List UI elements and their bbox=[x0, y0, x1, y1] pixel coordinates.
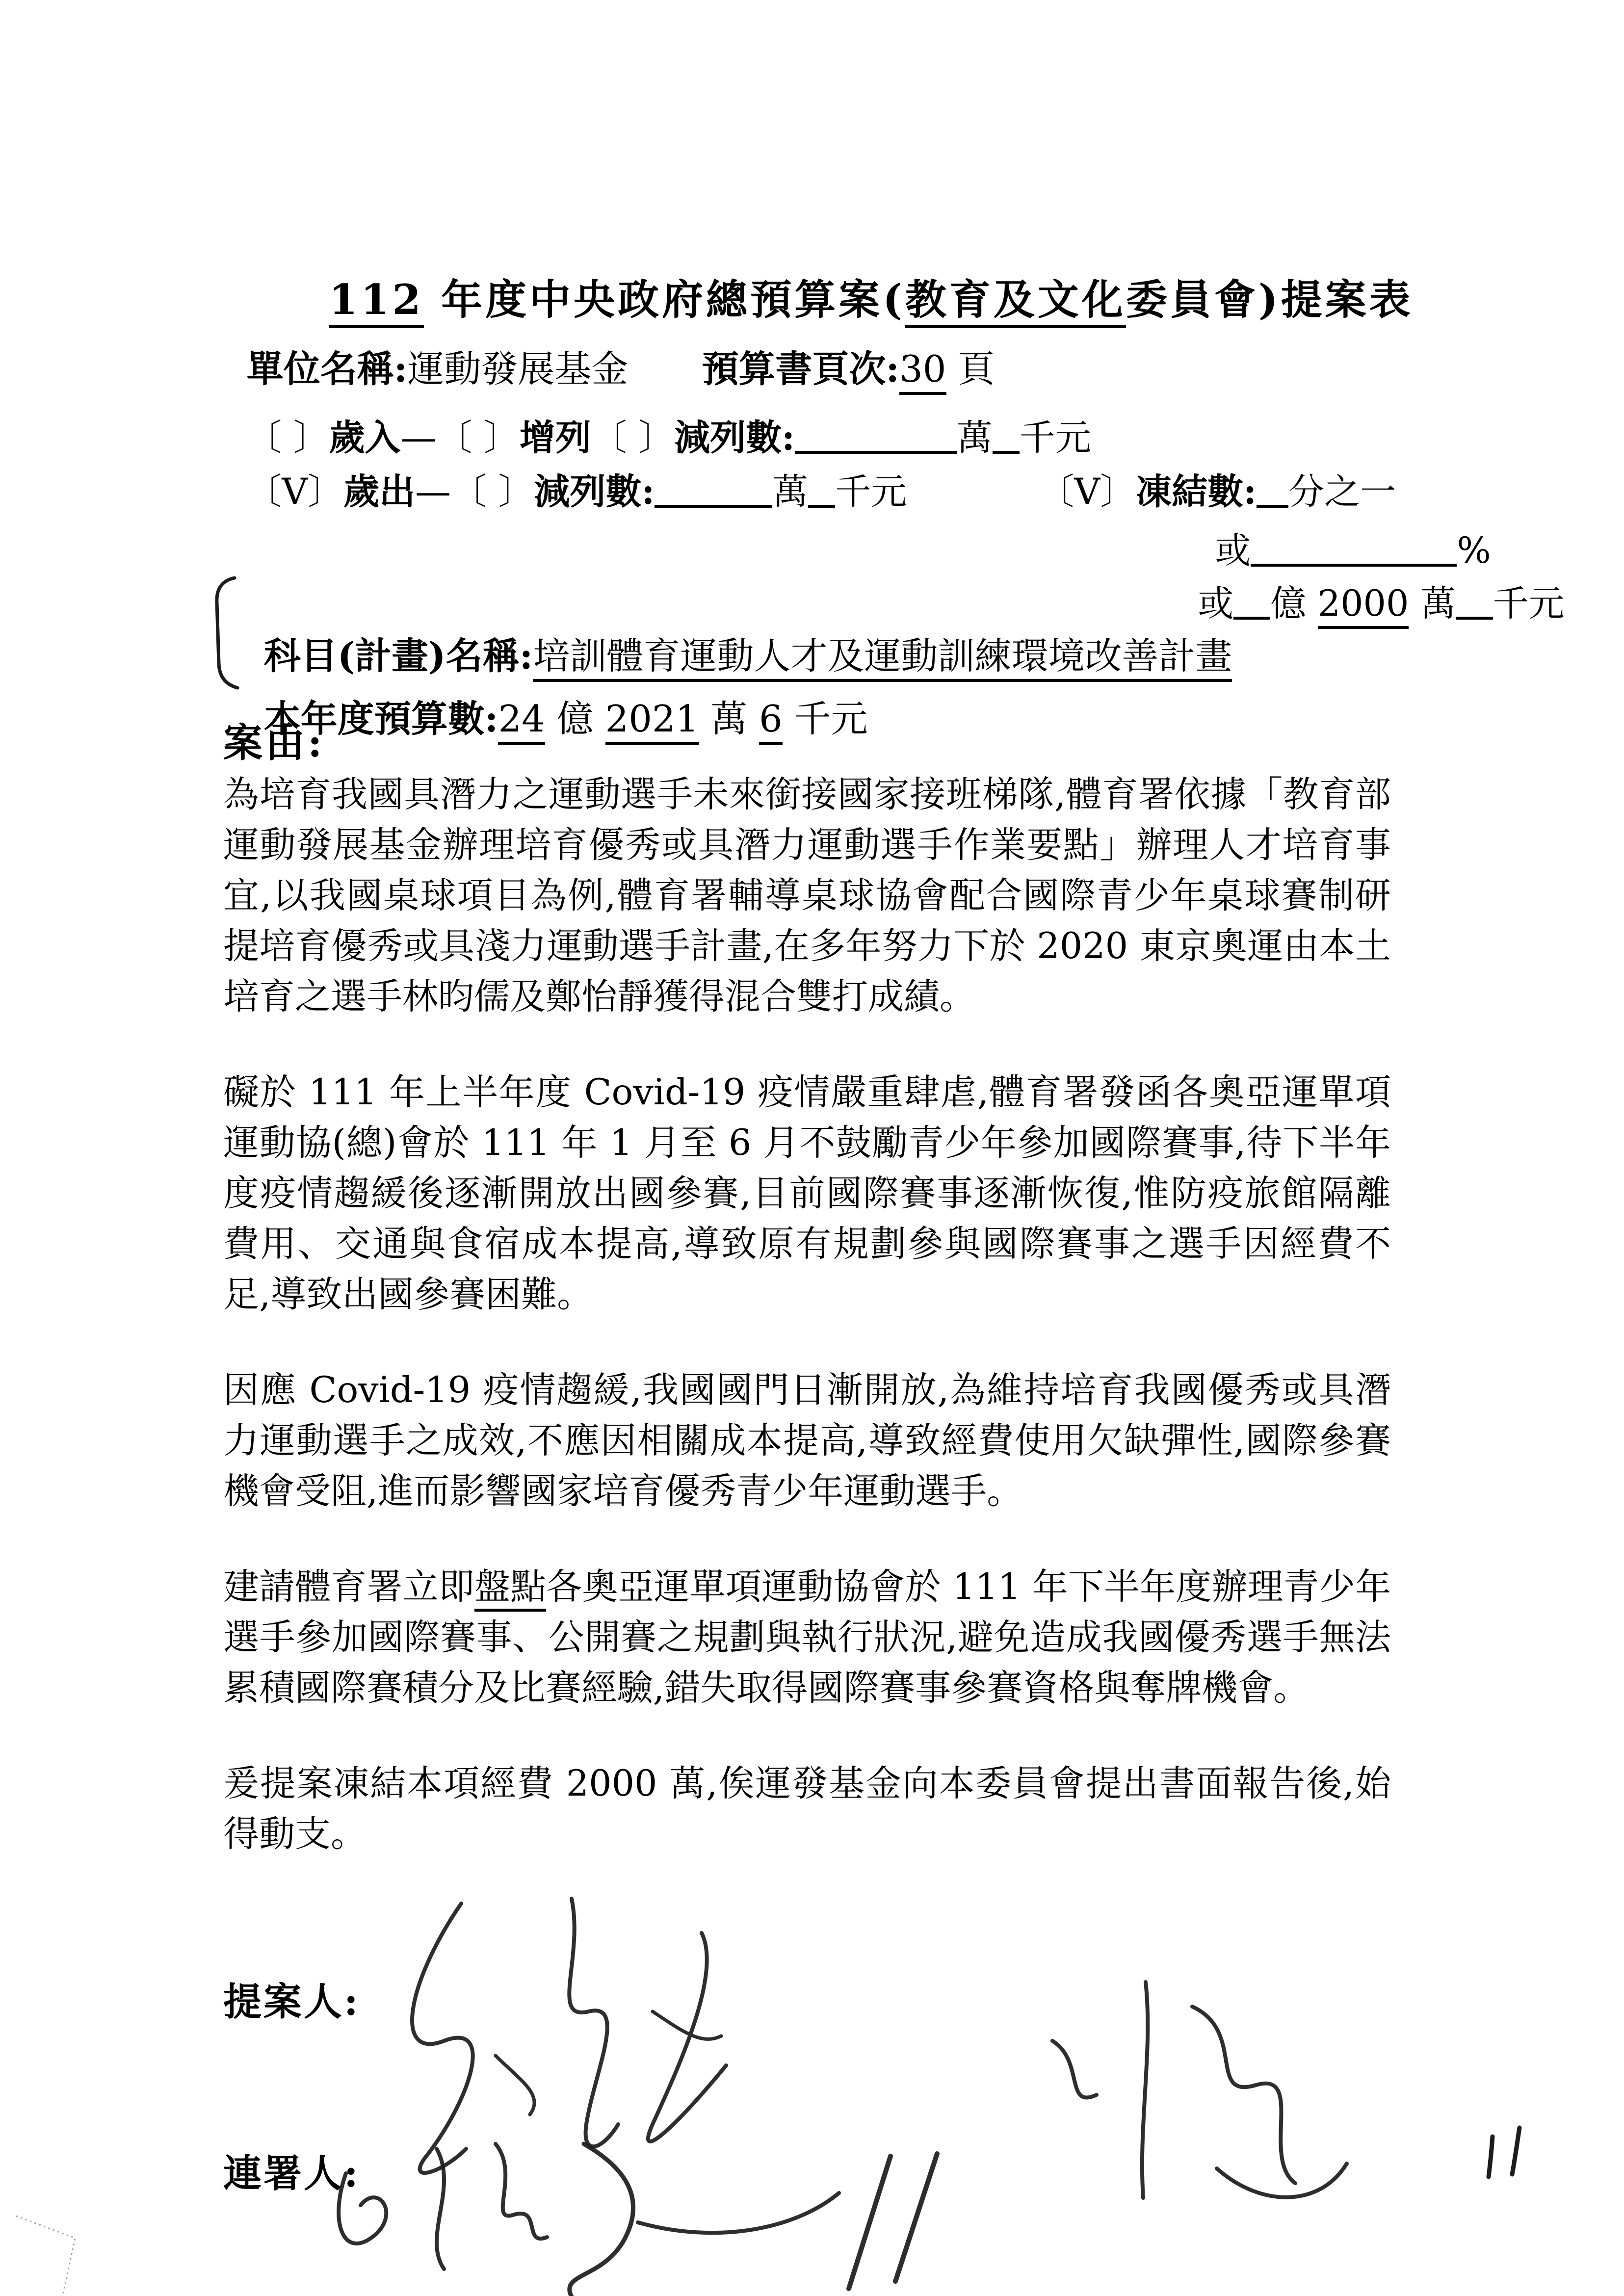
case-paragraph: 建請體育署立即盤點各奧亞運單項運動協會於 111 年下半年度辦理青少年選手參加國際賽事、公開賽之規劃與執行狀況,避免造成我國優秀選手無法累積國際賽積分及比賽經驗,錯失取得國際賽事參賽資格與奪牌機會。 bbox=[223, 1566, 1391, 1709]
fold-mark bbox=[16, 2216, 75, 2295]
amount-blank bbox=[808, 502, 835, 508]
freeze-amount-value: 2000 bbox=[1318, 583, 1409, 629]
signature-cosigners bbox=[339, 2144, 937, 2296]
page-title: 112 年度中央政府總預算案(教育及文化委員會)提案表 bbox=[294, 218, 1414, 326]
checkbox-expense-decrease: 〔 〕 bbox=[451, 471, 534, 513]
subject-value: 培訓體育運動人才及運動訓練環境改善計畫 bbox=[533, 634, 1232, 682]
checkbox-increase: 〔 〕 bbox=[436, 417, 520, 459]
proposer-label: 提案人: bbox=[223, 1980, 360, 2024]
qian-blank bbox=[1456, 614, 1493, 620]
yi-blank bbox=[1233, 614, 1270, 620]
subject-bracket bbox=[217, 578, 237, 688]
amount-blank bbox=[655, 502, 772, 508]
case-paragraph: 為培育我國具潛力之運動選手未來銜接國家接班梯隊,體育署依據「教育部運動發展基金辦理培育優秀或具潛力運動選手作業要點」辦理人才培育事宜,以我國桌球項目為例,體育署輔導桌球協會配合國際青少年桌球賽制研提培育優秀或具淺力運動選手計畫,在多年努力下於 2020 東京奧運由本土培育之選手林昀儒及鄭怡靜獲得混合雙打成績。 bbox=[223, 774, 1391, 1018]
signature-proposer bbox=[412, 1899, 726, 2173]
unit-line: 單位名稱:運動發展基金 預算書頁次:30 頁 bbox=[223, 297, 995, 392]
checkbox-revenue: 〔 〕 bbox=[246, 417, 329, 459]
budget-page-label: 預算書頁次: bbox=[702, 347, 900, 391]
case-paragraph: 礙於 111 年上半年度 Covid-19 疫情嚴重肆虐,體育署發函各奧亞運單項運動協(總)會於 111 年 1 月至 6 月不鼓勵青少年參加國際賽事,待下半年度疫情趨緩後逐漸開放出國參賽,目前國際賽事逐漸恢復,惟防疫旅館隔離費用、交通與食宿成本提高,導致原有規劃參與國際賽事之選手因經費不足,導致出國參賽困難。 bbox=[223, 1071, 1391, 1315]
title-year: 112 bbox=[329, 275, 424, 328]
subject-line: 科目(計畫)名稱:培訓體育運動人才及運動訓練環境改善計畫 bbox=[240, 584, 1232, 679]
title-committee: 教育及文化 bbox=[905, 275, 1126, 328]
handwritten-page-number bbox=[1489, 2128, 1519, 2177]
expense-row: 〔V〕歲出—〔 〕減列數: 萬 千元 bbox=[246, 470, 907, 513]
budget-amount-line: 本年度預算數:24 億 2021 萬 6 千元 bbox=[240, 647, 868, 742]
case-heading: 案由: bbox=[223, 720, 325, 766]
freeze-row: 〔V〕凍結數: 分之一 bbox=[1038, 470, 1396, 513]
signature-proposer-2 bbox=[1052, 1982, 1347, 2198]
revenue-row: 〔 〕歲入—〔 〕增列〔 〕減列數: 萬 千元 bbox=[246, 417, 1092, 459]
case-body bbox=[223, 769, 1391, 1905]
checkbox-freeze-checked: 〔V〕 bbox=[1038, 471, 1136, 513]
unit-value: 運動發展基金 bbox=[407, 347, 629, 391]
case-paragraph: 因應 Covid-19 疫情趨緩,我國國門日漸開放,為維持培育我國優秀或具潛力運動選手之成效,不應因相關成本提高,導致經費使用欠缺彈性,國際參賽機會受阻,進而影響國家培育優秀青少年運動選手。 bbox=[223, 1369, 1391, 1512]
case-paragraph: 爰提案凍結本項經費 2000 萬,俟運發基金向本委員會提出書面報告後,始得動支。 bbox=[223, 1763, 1391, 1855]
freeze-or-amount: 或 億 2000 萬 千元 bbox=[1175, 533, 1565, 626]
cosigner-label: 連署人: bbox=[223, 2151, 360, 2196]
unit-label: 單位名稱: bbox=[246, 347, 408, 391]
checkbox-expense-checked: 〔V〕 bbox=[246, 471, 344, 513]
budget-page-value: 30 bbox=[899, 347, 946, 395]
freeze-or-percent: 或 % bbox=[1215, 530, 1491, 572]
checkbox-decrease: 〔 〕 bbox=[591, 417, 675, 459]
